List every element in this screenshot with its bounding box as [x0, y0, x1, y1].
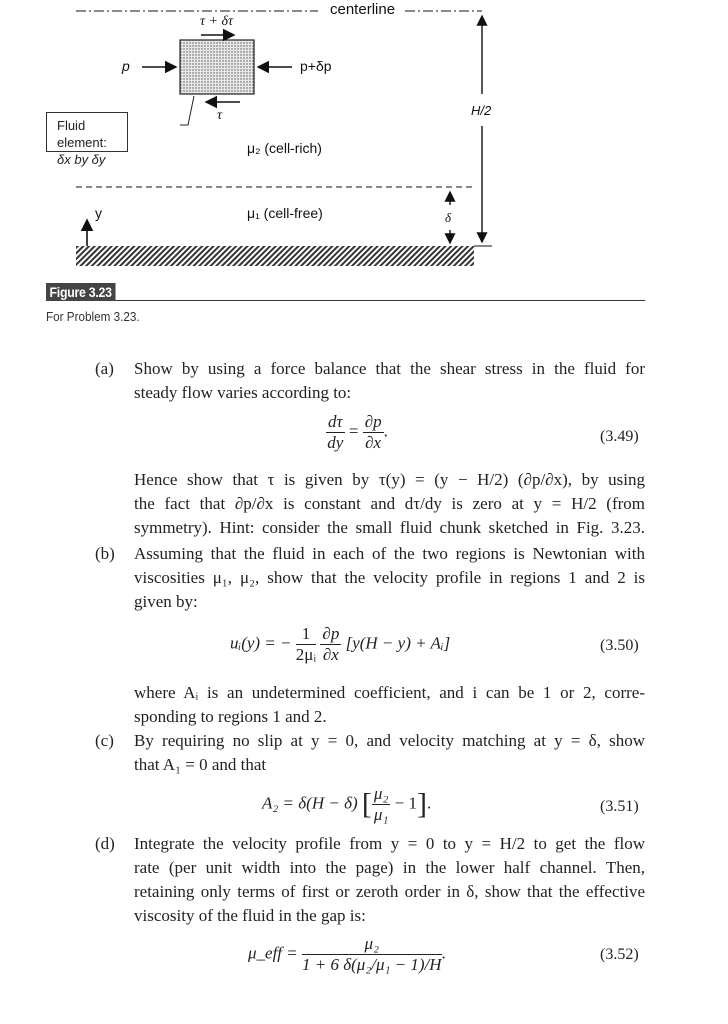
text-line: sponding to regions 1 and 2. [134, 707, 327, 726]
equation-3-49: $\frac{d\tau}{dy}$ = $\frac{\partial p}{\partial x}$ . [327, 412, 388, 452]
text-line: Hence show that τ is given by τ(y) = (y − H/2) (∂p/∂x), by using [134, 470, 645, 489]
text-line: the fact that ∂p/∂x is constant and dτ/dy is zero at y = H/2 (from [134, 494, 645, 513]
eq-number-3-52: (3.52) [600, 946, 639, 963]
figure-3-23 [0, 0, 728, 280]
eq-num: ∂p [364, 412, 382, 431]
y-axis-label: y [95, 205, 102, 221]
text-line: Show by using a force balance that the shear stress in the fluid for [134, 359, 645, 378]
part-b-text [134, 542, 645, 614]
part-a-text [134, 357, 645, 405]
text-line: given by: [134, 592, 198, 611]
eq-num: 1 [296, 624, 316, 645]
region1-label: μ₁ (cell-free) [247, 205, 323, 221]
part-a-after-text [134, 468, 645, 540]
text-line: rate (per unit width into the page) in the lower half channel. Then, [134, 858, 645, 877]
text-line: Assuming that the fluid in each of the two regions is Newtonian with [134, 544, 645, 563]
part-a-label: (a) [95, 359, 114, 378]
text-line: symmetry). Hint: consider the small fluid chunk sketched in Fig. 3.23. [134, 518, 645, 537]
eq-number-3-50: (3.50) [600, 637, 639, 654]
part-c-label: (c) [95, 731, 114, 750]
part-b-label: (b) [95, 544, 115, 563]
fluid-box-dims: δx by δy [57, 152, 106, 167]
text-line: By requiring no slip at y = 0, and velocity matching at y = δ, show [134, 731, 645, 750]
text-line: where Aᵢ is an undetermined coefficient, and i can be 1 or 2, corre- [134, 683, 645, 702]
region2-label: μ₂ (cell-rich) [247, 140, 322, 156]
part-c-text [134, 729, 645, 777]
delta-label: δ [445, 210, 452, 225]
part-d-label: (d) [95, 834, 115, 853]
eq-number-3-51: (3.51) [600, 798, 639, 815]
figure-rule [115, 300, 645, 301]
text-line: viscosity of the fluid in the gap is: [134, 906, 366, 925]
p-left-label: p [122, 58, 130, 74]
tau-bottom-label: τ [217, 108, 223, 123]
text-line: retaining only terms of first or zeroth order in δ, show that the effective [134, 882, 645, 901]
eq-lhs: A₂ = δ(H − δ) [262, 793, 358, 813]
eq-den: 2μᵢ [295, 645, 317, 664]
half-height-label: H/2 [471, 103, 492, 118]
p-right-label: p+δp [300, 58, 332, 74]
eq-lhs: μ_eff = [248, 943, 298, 963]
text-line: viscosities μ₁, μ₂, show that the velocity profile in regions 1 and 2 is [134, 568, 645, 587]
figure-caption: For Problem 3.23. [46, 309, 140, 324]
text-line: Integrate the velocity profile from y = 0 to y = H/2 to get the flow [134, 834, 645, 853]
eq-den: ∂x [322, 645, 339, 664]
fluid-element-box [46, 112, 128, 167]
eq-den: dy [327, 433, 344, 452]
eq-number-3-49: (3.49) [600, 428, 639, 445]
part-d-text [134, 832, 645, 928]
eq-num: ∂p [322, 624, 340, 643]
centerline-label: centerline [330, 1, 396, 18]
equation-3-51: A₂ = δ(H − δ) [ $\frac{\text{μ₂}}{\text{μ₁}}$ − 1]. [262, 784, 432, 824]
eq-num: dτ [328, 412, 343, 431]
equation-3-52: μ_eff = $\frac{\text{μ₂}}{\text{1 + 6 δ(μ₂/μ₁ − 1)/H}}$ . [248, 934, 446, 974]
eq-num: μ₂ [373, 784, 389, 803]
text-line: steady flow varies according to: [134, 383, 352, 402]
text-line: that A₁ = 0 and that [134, 755, 267, 774]
eq-den: 1 + 6 δ(μ₂/μ₁ − 1)/H [302, 955, 442, 974]
eq-den: μ₁ [373, 805, 389, 824]
tau-top-label: τ + δτ [200, 14, 233, 29]
figure-tag: Figure 3.23 [46, 283, 115, 301]
eq-rhs: [y(H − y) + Aᵢ] [345, 633, 451, 653]
fluid-box-title: Fluid element: [57, 118, 107, 150]
eq-den: ∂x [365, 433, 382, 452]
eq-lhs: uᵢ(y) = − [230, 633, 292, 653]
equation-3-50 [230, 624, 450, 665]
part-b-after-text [134, 681, 645, 729]
eq-tail: − 1 [394, 793, 417, 813]
eq-num: μ₂ [302, 934, 442, 955]
